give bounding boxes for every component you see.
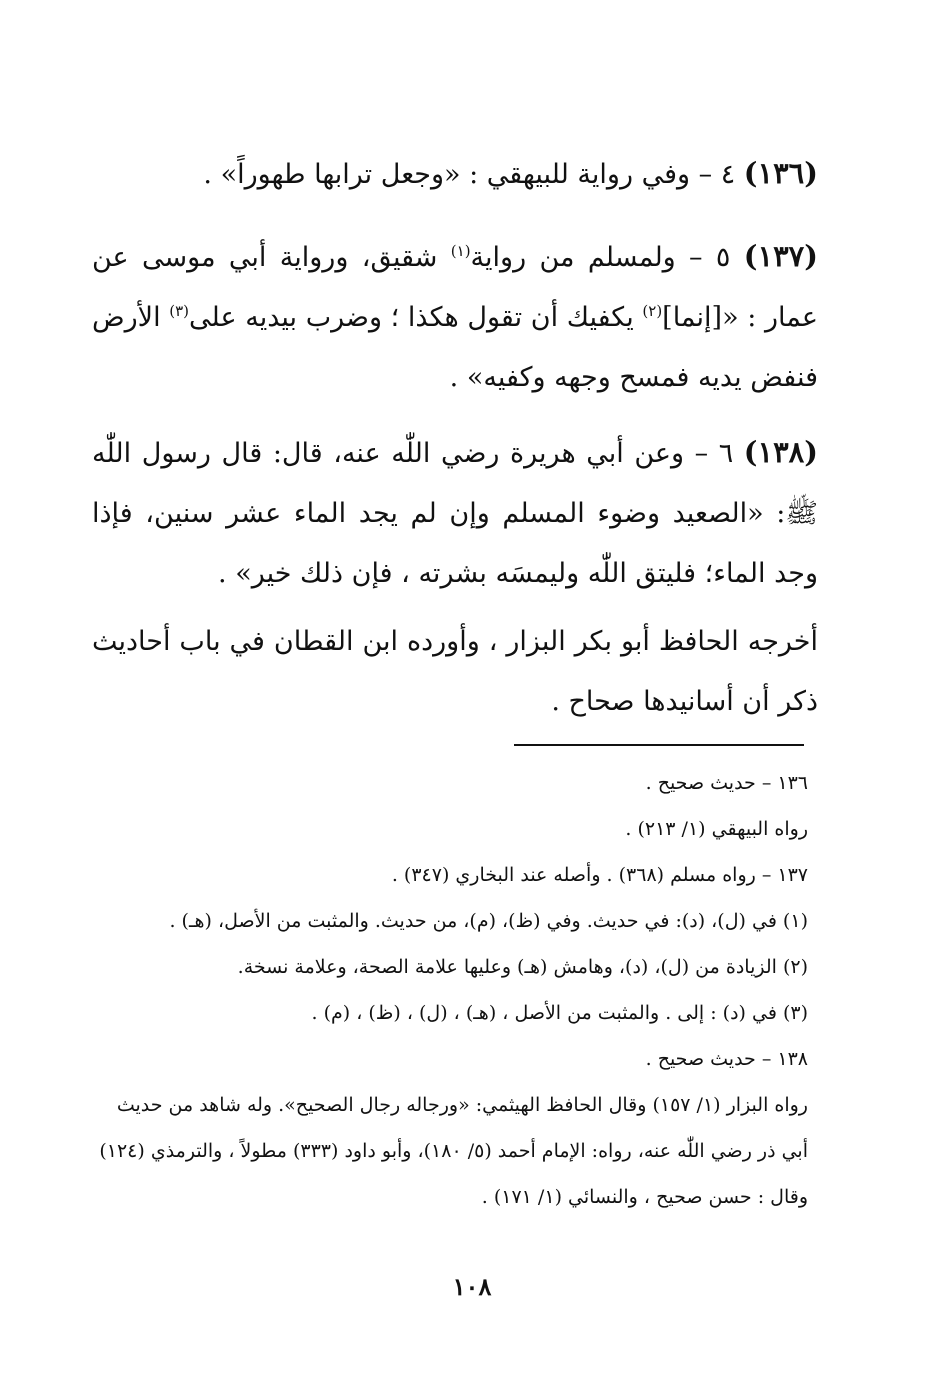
hadith-text: ٦ – وعن أبي هريرة رضي اللّٰه عنه، قال: قال رسول اللّٰه ﷺ: «الصعيد وضوء المسلم وإن لم يجد الماء عشر سنين، فإذا وجد الماء؛ فليتق اللّٰه وليمسَه بشرته ، فإن ذلك خير» . [92,438,818,589]
footnote: (١) في (ل)، (د): في حديث. وفي (ظ)، (م)، من حديث. والمثبت من الأصل، (هـ) . [169,910,808,932]
hadith-text: شقيق، ورواية أبي موسى عن عمار : «[إنما] [92,242,819,333]
hadith-text: ٤ – وفي رواية للبيهقي : «وجعل ترابها طهوراً» . [203,159,736,190]
page-number: ١٠٨ [452,1272,492,1301]
footnote-divider [514,744,804,746]
footnote-ref-2[interactable]: (٢) [642,302,663,320]
hadith-text: الأرض فنفض يديه فمسح وجهه وكفيه» . [92,302,818,393]
hadith-137 [92,226,818,408]
hadith-number: (١٣٧) [743,239,818,273]
footnote: ١٣٦ – حديث صحيح . [645,772,808,794]
commentary-text: أخرجه الحافظ أبو بكر البزار ، وأورده ابن القطان في باب أحاديث ذكر أن أسانيدها صحاح . [92,626,818,717]
hadith-text: ٥ – ولمسلم من رواية [470,242,731,273]
hadith-138 [92,422,818,604]
commentary [92,612,818,732]
footnote: (٢) الزيادة من (ل)، (د)، وهامش (هـ) وعليها علامة الصحة، وعلامة نسخة. [237,956,808,978]
hadith-136 [92,140,818,208]
footnote-ref-3[interactable]: (٣) [169,302,190,320]
hadith-text: يكفيك أن تقول هكذا ؛ وضرب بيديه على [189,302,643,333]
hadith-number: (١٣٨) [743,435,818,469]
footnote: (٣) في (د) : إلى . والمثبت من الأصل ، (هـ) ، (ل) ، (ظ) ، (م) . [311,1002,808,1024]
footnotes [90,760,808,1220]
footnote-ref-1[interactable]: (١) [450,242,471,260]
footnote: ١٣٧ – رواه مسلم (٣٦٨) . وأصله عند البخاري (٣٤٧) . [391,864,808,886]
footnote: رواه البزار (١/ ١٥٧) وقال الحافظ الهيثمي: «ورجاله رجال الصحيح». وله شاهد من حديث أبي ذر رضي اللّٰه عنه، رواه: الإمام أحمد (٥/ ١٨٠)، وأبو داود (٣٣٣) مطولاً ، والترمذي (١٢٤) وقال : حسن صحيح ، والنسائي (١/ ١٧١) . [99,1094,808,1208]
hadith-number: (١٣٦) [743,156,818,190]
footnote: ١٣٨ – حديث صحيح . [645,1048,808,1070]
footnote: رواه البيهقي (١/ ٢١٣) . [625,818,808,840]
